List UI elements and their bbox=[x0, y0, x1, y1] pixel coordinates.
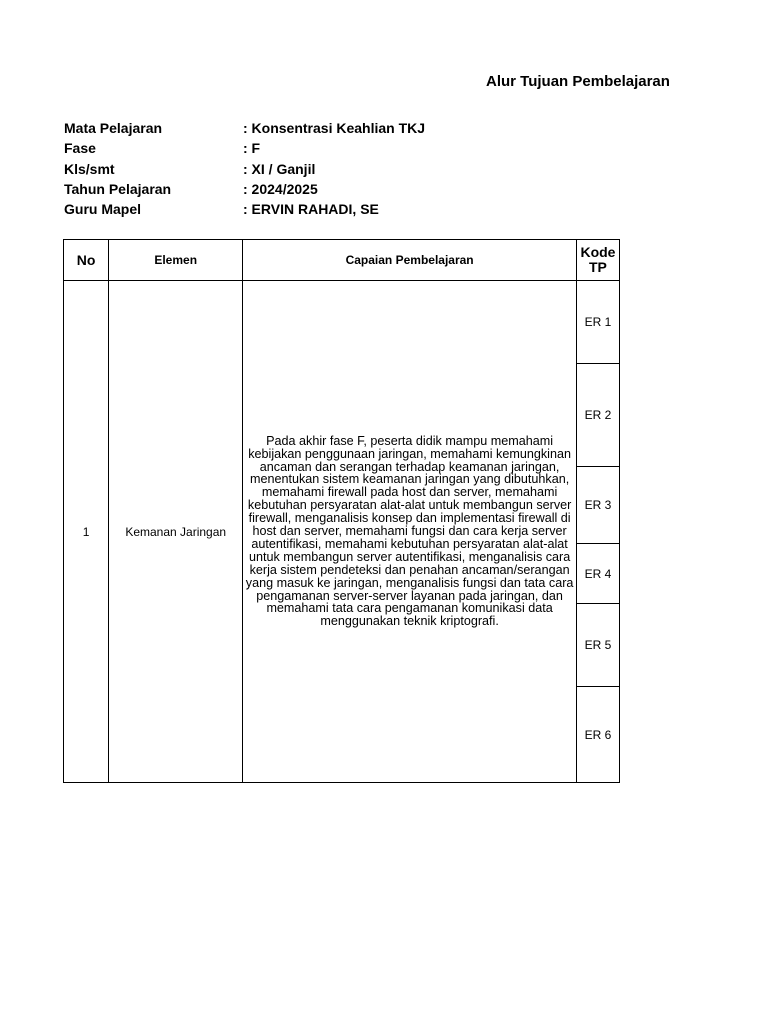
cell-kode-tp: ER 2 bbox=[576, 364, 619, 467]
info-row-fase bbox=[64, 138, 425, 158]
header-kode-tp: Kode TP bbox=[576, 240, 619, 281]
page-title-container bbox=[486, 70, 670, 94]
cell-kode-tp: ER 3 bbox=[576, 467, 619, 544]
info-value: : F bbox=[243, 140, 261, 157]
cell-capaian: Pada akhir fase F, peserta didik mampu memahami kebijakan penggunaan jaringan, memahami kemungkinan ancaman dan serangan terhadap keamanan jaringan, menentukan sistem keamanan jaringan yang dibutuhkan, memahami firewall pada host dan server, memahami kebutuhan persyaratan alat-alat untuk membangun server firewall, menganalisis konsep dan implementasi firewall di host dan server, memahami fungsi dan cara kerja server autentifikasi, memahami kebutuhan persyaratan alat-alat untuk membangun server autentifikasi, menganalisis cara kerja sistem pendeteksi dan penahan ancaman/serangan yang masuk ke jaringan, menganalisis fungsi dan tata cara pengamanan server-server layanan pada jaringan, dan memahami tata cara pengamanan komunikasi data menggunakan teknik kriptografi. bbox=[243, 281, 577, 783]
info-value: : 2024/2025 bbox=[243, 180, 318, 197]
info-value: : XI / Ganjil bbox=[243, 160, 316, 177]
document-info bbox=[64, 118, 425, 219]
info-label: Guru Mapel bbox=[64, 201, 142, 218]
cell-no: 1 bbox=[64, 281, 109, 783]
info-row-kls-smt bbox=[64, 159, 425, 179]
info-label: Mata Pelajaran bbox=[64, 120, 163, 136]
cell-kode-tp: ER 4 bbox=[576, 544, 619, 604]
info-row-guru-mapel bbox=[64, 199, 425, 219]
info-label: Fase bbox=[64, 140, 96, 157]
header-capaian: Capaian Pembelajaran bbox=[243, 240, 577, 281]
header-no: No bbox=[64, 240, 109, 281]
cell-elemen: Kemanan Jaringan bbox=[109, 281, 243, 783]
info-value: : ERVIN RAHADI, SE bbox=[243, 201, 379, 218]
info-row-tahun-pelajaran bbox=[64, 179, 425, 199]
cell-kode-tp: ER 6 bbox=[576, 687, 619, 783]
info-label: Kls/smt bbox=[64, 160, 115, 177]
info-row-mata-pelajaran bbox=[64, 118, 425, 138]
learning-objectives-table bbox=[63, 239, 620, 783]
info-label: Tahun Pelajaran bbox=[64, 180, 172, 197]
info-value: : Konsentrasi Keahlian TKJ bbox=[243, 120, 426, 136]
header-elemen: Elemen bbox=[109, 240, 243, 281]
page-title: Alur Tujuan Pembelajaran bbox=[486, 73, 670, 90]
table-row bbox=[64, 281, 620, 364]
cell-kode-tp: ER 5 bbox=[576, 604, 619, 687]
cell-kode-tp: ER 1 bbox=[576, 281, 619, 364]
table-header-row bbox=[64, 240, 620, 281]
